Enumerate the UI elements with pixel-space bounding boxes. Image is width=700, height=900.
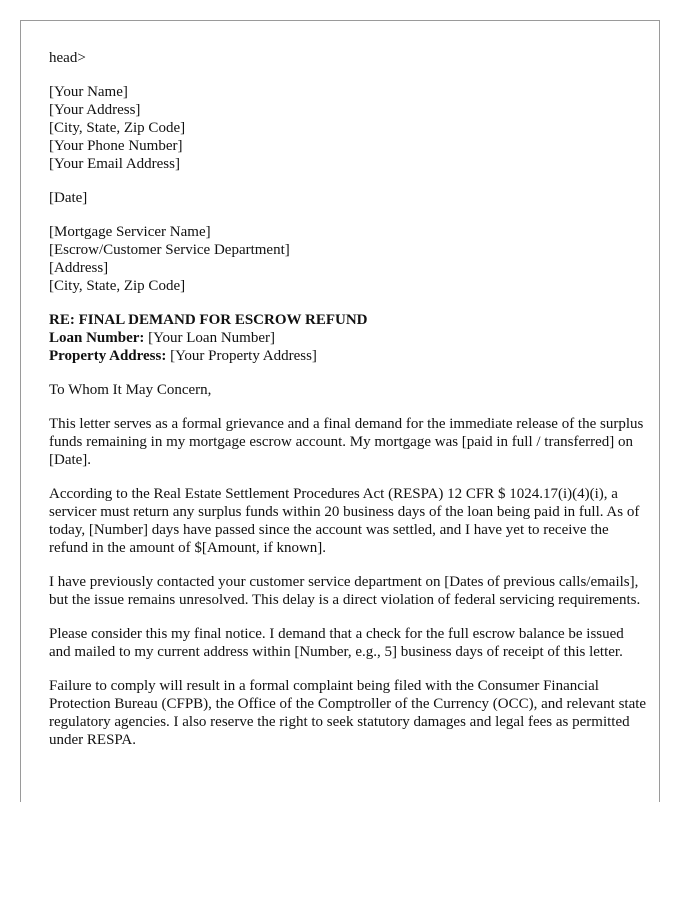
subject-line bbox=[49, 311, 649, 329]
property-address-line bbox=[49, 347, 649, 365]
recipient-name: [Mortgage Servicer Name] bbox=[49, 224, 211, 240]
salutation: To Whom It May Concern, bbox=[49, 382, 212, 398]
letter-page bbox=[20, 20, 660, 802]
body-paragraph: Please consider this my final notice. I demand that a check for the full escrow balance be issued and mailed to my current address within [Number, e.g., 5] business days of receipt of this letter. bbox=[49, 626, 624, 660]
date-block bbox=[49, 189, 649, 207]
subject-re: RE: FINAL DEMAND FOR ESCROW REFUND bbox=[49, 312, 368, 328]
letter-date: [Date] bbox=[49, 190, 88, 206]
recipient-block bbox=[49, 223, 649, 295]
loan-number-label: Loan Number: bbox=[49, 330, 145, 346]
sender-block bbox=[49, 83, 649, 173]
stray-tag-text bbox=[49, 49, 649, 67]
recipient-department: [Escrow/Customer Service Department] bbox=[49, 242, 290, 258]
subject-block bbox=[49, 311, 649, 365]
sender-phone: [Your Phone Number] bbox=[49, 138, 183, 154]
recipient-city-state-zip: [City, State, Zip Code] bbox=[49, 278, 186, 294]
body-paragraph: I have previously contacted your customer service department on [Dates of previous calls/emails], but the issue remains unresolved. This delay is a direct violation of federal servicing requirements. bbox=[49, 574, 641, 608]
letter-content bbox=[49, 49, 649, 765]
sender-address: [Your Address] bbox=[49, 102, 141, 118]
property-address-label: Property Address: bbox=[49, 348, 167, 364]
sender-city-state-zip: [City, State, Zip Code] bbox=[49, 120, 186, 136]
property-address-value: [Your Property Address] bbox=[166, 348, 317, 364]
stray-tag: head> bbox=[49, 50, 86, 66]
body-paragraph: According to the Real Estate Settlement Procedures Act (RESPA) 12 CFR $ 1024.17(i)(4)(i), a servicer must return any surplus funds within 20 business days of the loan being paid in full. As of today, [Number] days have passed since the account was settled, and I have yet to receive the refund in the amount of $[Amount, if known]. bbox=[49, 486, 640, 556]
loan-number-value: [Your Loan Number] bbox=[144, 330, 275, 346]
loan-number-line bbox=[49, 329, 649, 347]
body-paragraph: This letter serves as a formal grievance and a final demand for the immediate release of the surplus funds remaining in my mortgage escrow account. My mortgage was [paid in full / transferred] on [Date]. bbox=[49, 416, 644, 468]
sender-name: [Your Name] bbox=[49, 84, 128, 100]
recipient-address: [Address] bbox=[49, 260, 109, 276]
sender-email: [Your Email Address] bbox=[49, 156, 180, 172]
body-paragraph: Failure to comply will result in a formal complaint being filed with the Consumer Financial Protection Bureau (CFPB), the Office of the Comptroller of the Currency (OCC), and relevant state regulatory agencies. I also reserve the right to seek statutory damages and legal fees as permitted under RESPA. bbox=[49, 678, 647, 748]
